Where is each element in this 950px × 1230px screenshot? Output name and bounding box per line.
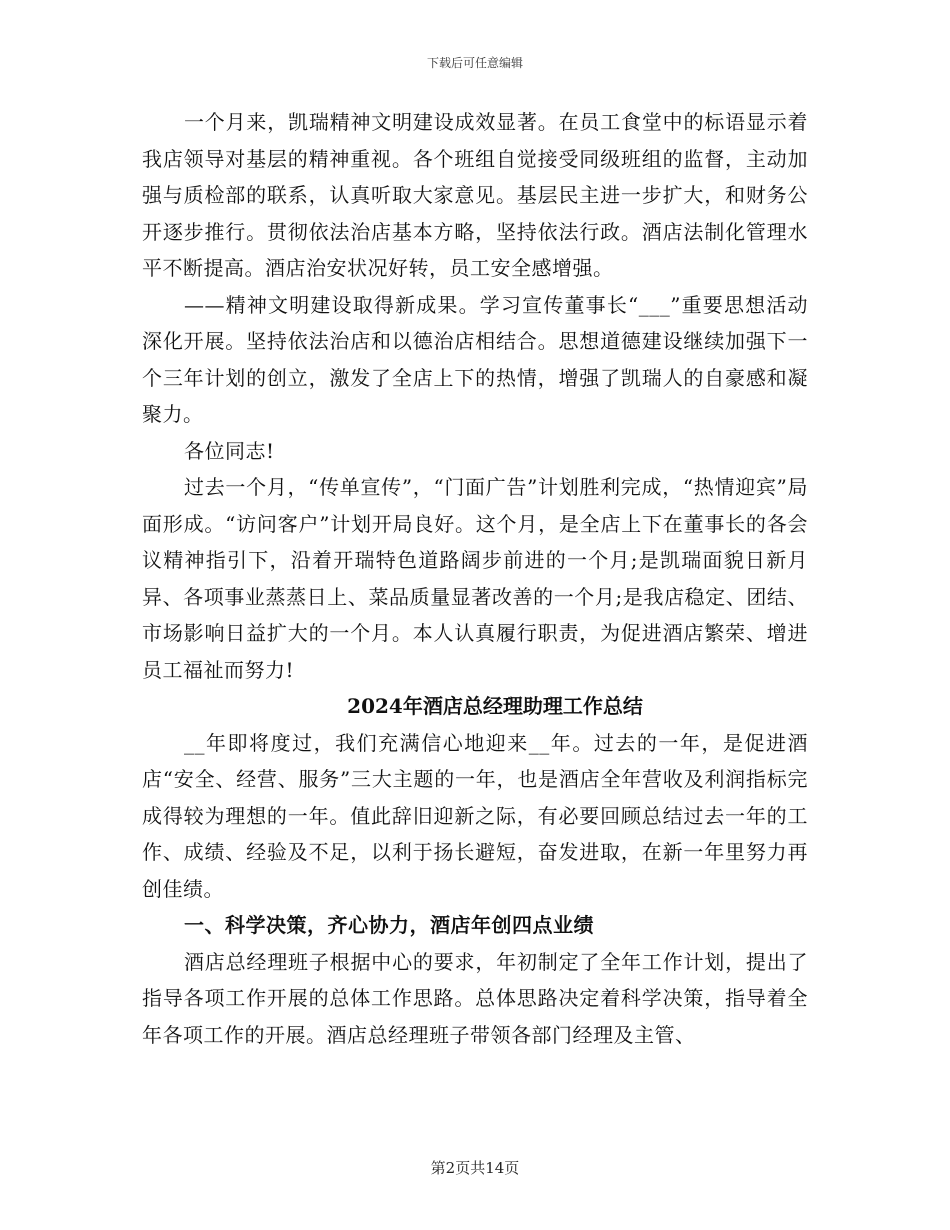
section-heading: 一、科学决策，齐心协力，酒店年创四点业绩 — [184, 913, 594, 937]
paragraph: 一个月来，凯瑞精神文明建设成效显著。在员工食堂中的标语显示着我店领导对基层的精神重视。各个班组自觉接受同级班组的监督，主动加强与质检部的联系，认真听取大家意见。基层民主进一步扩大，和财务公开逐步推行。贯彻依法治店基本方略，坚持依法行政。酒店法制化管理水平不断提高。酒店治安状况好转，员工安全感增强。 — [142, 110, 808, 280]
paragraph: 过去一个月，“传单宣传”，“门面广告”计划胜利完成，“热情迎宾”局面形成。“访问客户”计划开局良好。这个月，是全店上下在董事长的各会议精神指引下，沿着开瑞特色道路阔步前进的一个月;是凯瑞面貌日新月异、各项事业蒸蒸日上、菜品质量显著改善的一个月;是我店稳定、团结、市场影响日益扩大的一个月。本人认真履行职责，为促进酒店繁荣、增进员工福祉而努力! — [142, 475, 808, 682]
document-body — [142, 104, 808, 1053]
paragraph: 酒店总经理班子根据中心的要求，年初制定了全年工作计划，提出了指导各项工作开展的总体工作思路。总体思路决定着科学决策，指导着全年各项工作的开展。酒店总经理班子带领各部门经理及主管、 — [142, 949, 808, 1047]
page-number-footer: 第2页共14页 — [430, 1159, 520, 1177]
paragraph: 各位同志! — [184, 438, 275, 463]
page-header: 下载后可任意编辑 — [426, 56, 523, 70]
paragraph: __年即将度过，我们充满信心地迎来__年。过去的一年，是促进酒店“安全、经营、服务”三大主题的一年，也是酒店全年营收及利润指标完成得较为理想的一年。值此辞旧迎新之际，有必要回顾总结过去一年的工作、成绩、经验及不足，以利于扬长避短，奋发进取，在新一年里努力再创佳绩。 — [142, 730, 808, 901]
document-title: 2024年酒店总经理助理工作总结 — [347, 694, 643, 718]
paragraph: ——精神文明建设取得新成果。学习宣传董事长“___”重要思想活动深化开展。坚持依法治店和以德治店相结合。思想道德建设继续加强下一个三年计划的创立，激发了全店上下的热情，增强了凯瑞人的自豪感和凝聚力。 — [142, 292, 808, 426]
